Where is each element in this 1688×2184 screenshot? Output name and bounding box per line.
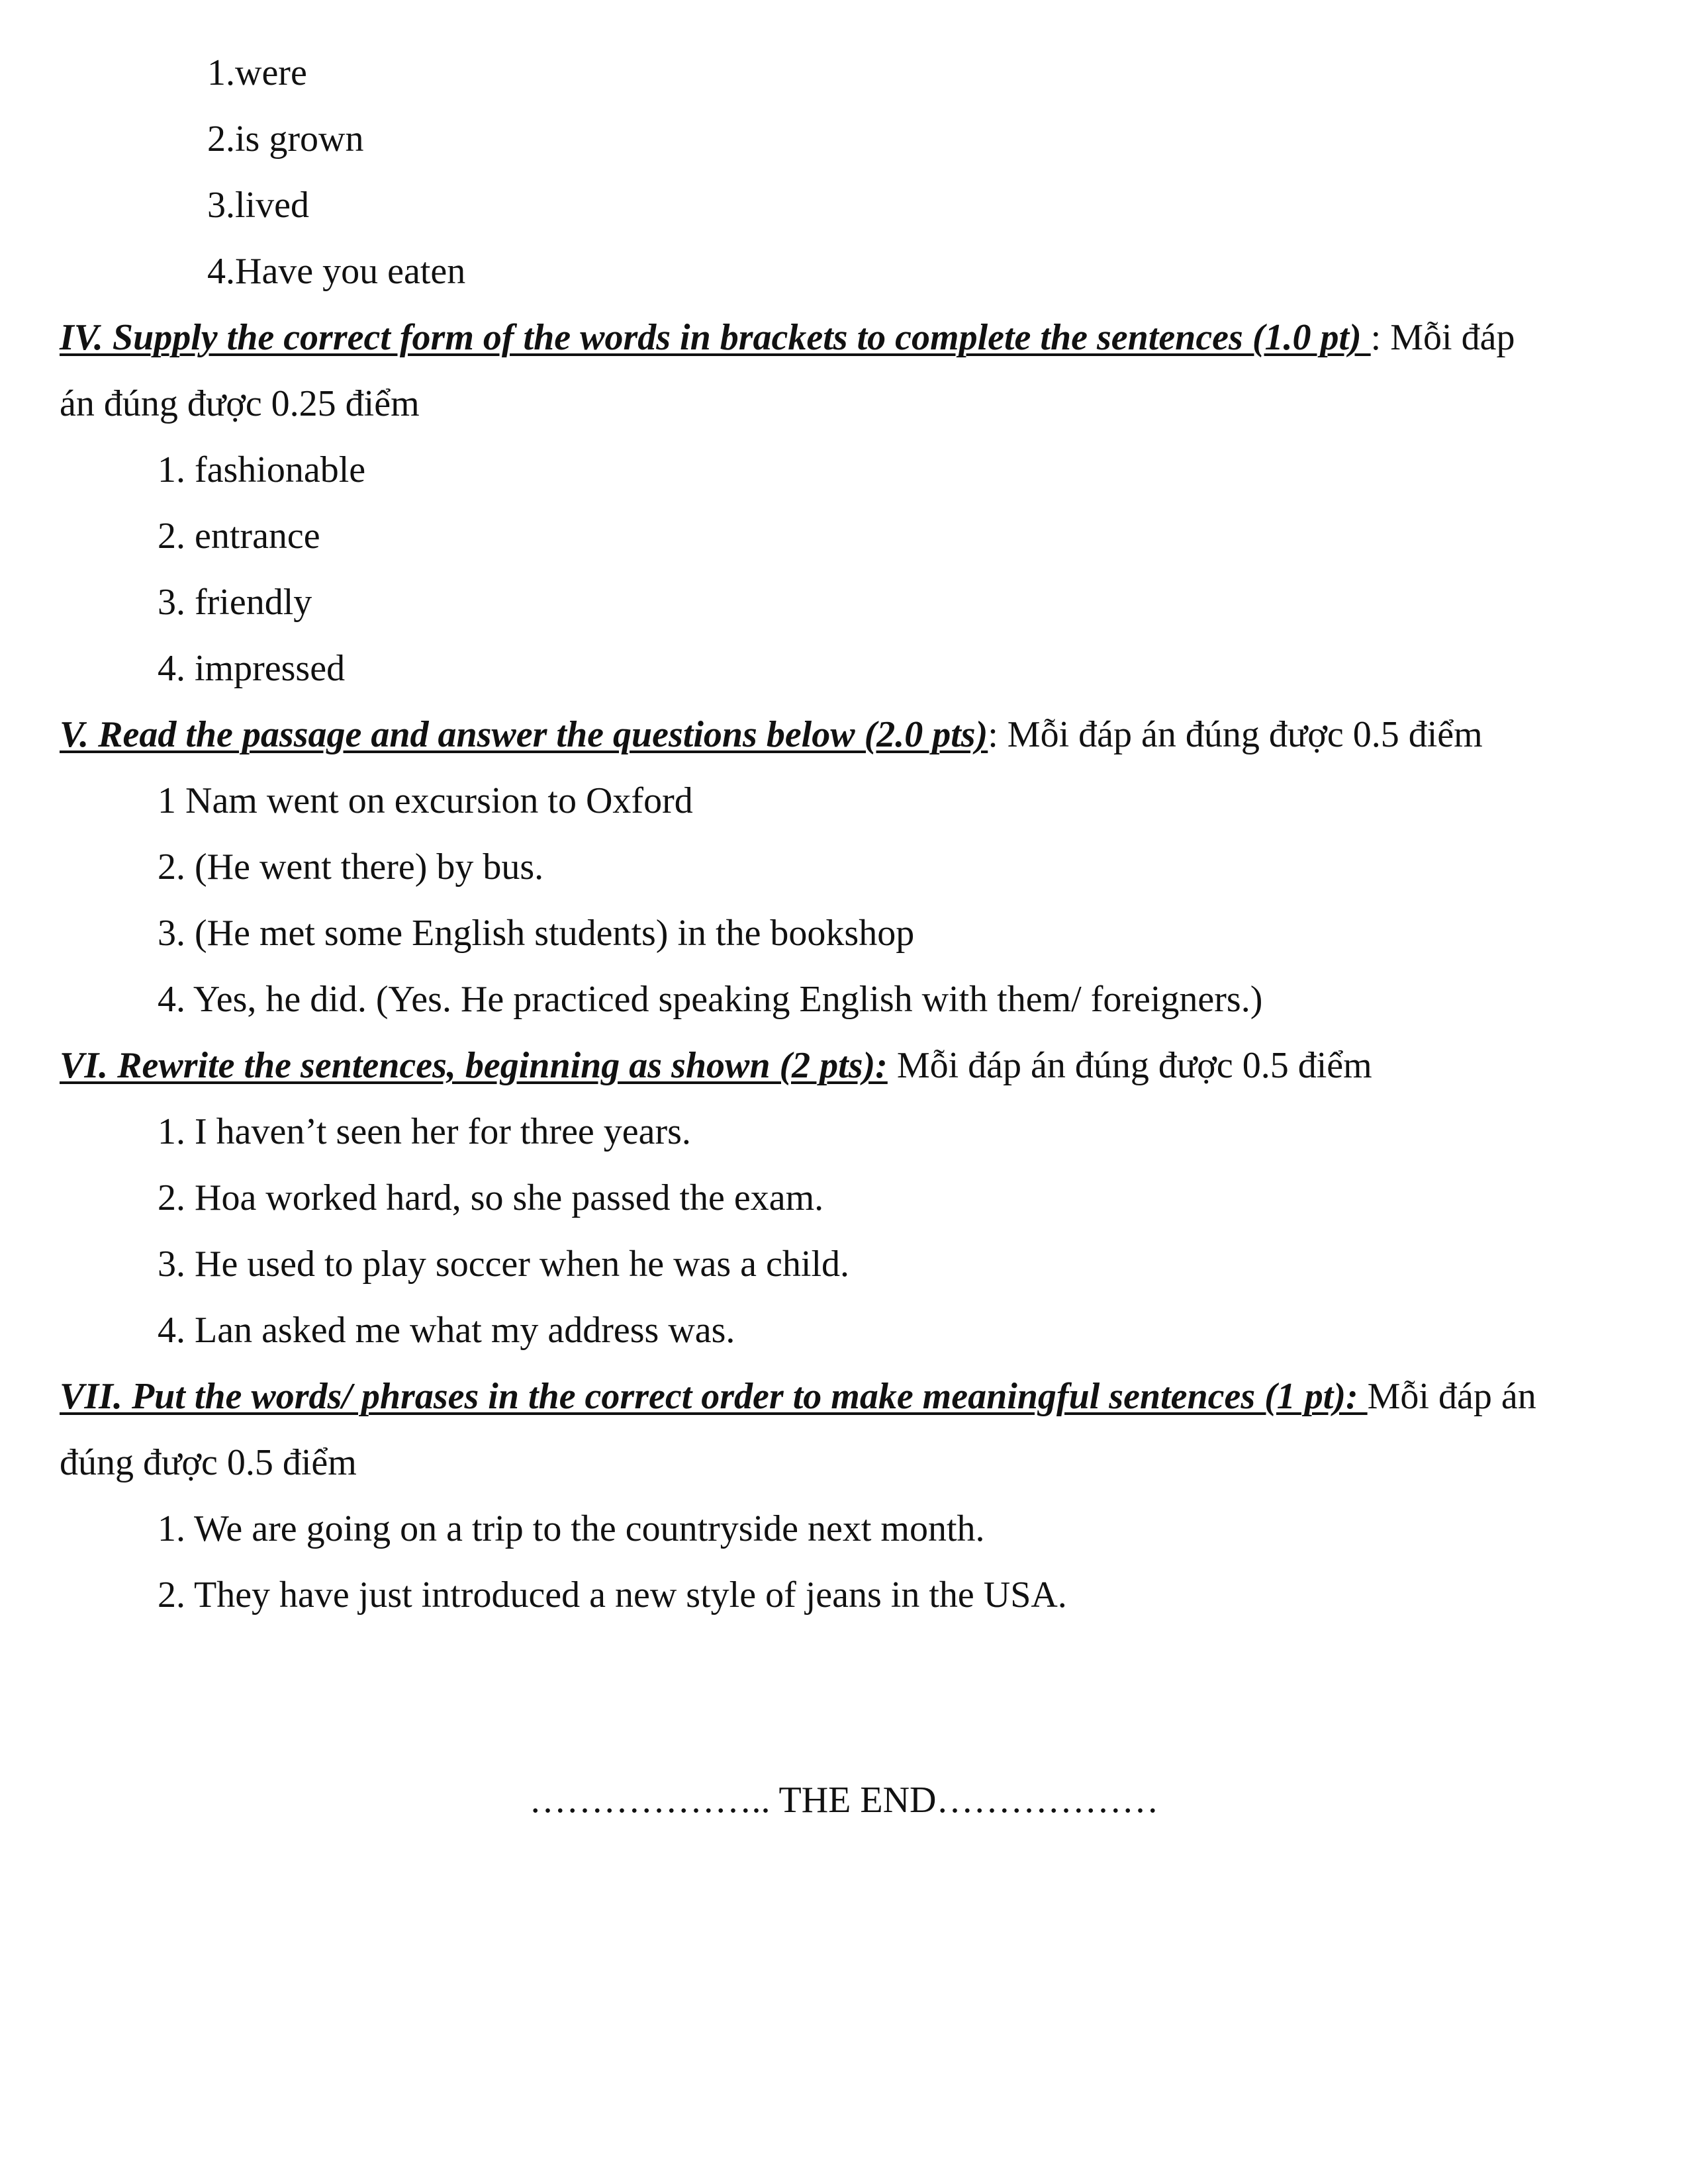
- section-vi-answer-4: 4. Lan asked me what my address was.: [158, 1310, 735, 1351]
- section-iv-heading: IV. Supply the correct form of the words in brackets to complete the sentences (1.0 pt): [60, 317, 1371, 358]
- the-end-footer: ……………….. THE END………………: [529, 1780, 1159, 1821]
- section-iv-answer-1: 1. fashionable: [158, 449, 366, 490]
- section-v-answer-2: 2. (He went there) by bus.: [158, 846, 544, 887]
- section-vii-answer-2: 2. They have just introduced a new style of jeans in the USA.: [158, 1574, 1067, 1615]
- section-v-heading: V. Read the passage and answer the questions below (2.0 pts): [60, 714, 988, 755]
- section-iii-answer-2: 2.is grown: [207, 118, 364, 159]
- section-iii-answer-4: 4.Have you eaten: [207, 251, 466, 292]
- section-iii-answer-3: 3.lived: [207, 185, 309, 226]
- section-vi-heading: VI. Rewrite the sentences, beginning as shown (2 pts):: [60, 1045, 888, 1086]
- section-iii-answer-1: 1.were: [207, 52, 307, 93]
- section-iv-answer-3: 3. friendly: [158, 582, 312, 623]
- section-v-answer-3: 3. (He met some English students) in the bookshop: [158, 913, 915, 954]
- section-v-note: : Mỗi đáp án đúng được 0.5 điểm: [988, 714, 1483, 755]
- section-iv-note: : Mỗi đáp: [1370, 317, 1515, 358]
- section-iv-note-continued: án đúng được 0.25 điểm: [60, 383, 420, 424]
- section-iv-answer-4: 4. impressed: [158, 648, 346, 689]
- section-iv-heading-line: [60, 314, 1515, 361]
- section-vii-note: Mỗi đáp án: [1367, 1376, 1536, 1417]
- section-v-answer-4: 4. Yes, he did. (Yes. He practiced speaking English with them/ foreigners.): [158, 979, 1263, 1020]
- section-vi-note: Mỗi đáp án đúng được 0.5 điểm: [887, 1045, 1372, 1086]
- section-vii-heading-line: [60, 1373, 1536, 1420]
- section-vi-answer-3: 3. He used to play soccer when he was a child.: [158, 1244, 849, 1285]
- section-vii-heading: VII. Put the words/ phrases in the correct order to make meaningful sentences (1 pt):: [60, 1376, 1368, 1417]
- section-vi-answer-2: 2. Hoa worked hard, so she passed the exam.: [158, 1177, 824, 1218]
- section-vii-answer-1: 1. We are going on a trip to the countryside next month.: [158, 1508, 985, 1549]
- section-v-answer-1: 1 Nam went on excursion to Oxford: [158, 780, 693, 821]
- section-iv-answer-2: 2. entrance: [158, 516, 320, 557]
- section-vi-answer-1: 1. I haven’t seen her for three years.: [158, 1111, 691, 1152]
- section-v-heading-line: [60, 711, 1483, 758]
- section-vi-heading-line: [60, 1042, 1372, 1089]
- section-vii-note-continued: đúng được 0.5 điểm: [60, 1442, 357, 1483]
